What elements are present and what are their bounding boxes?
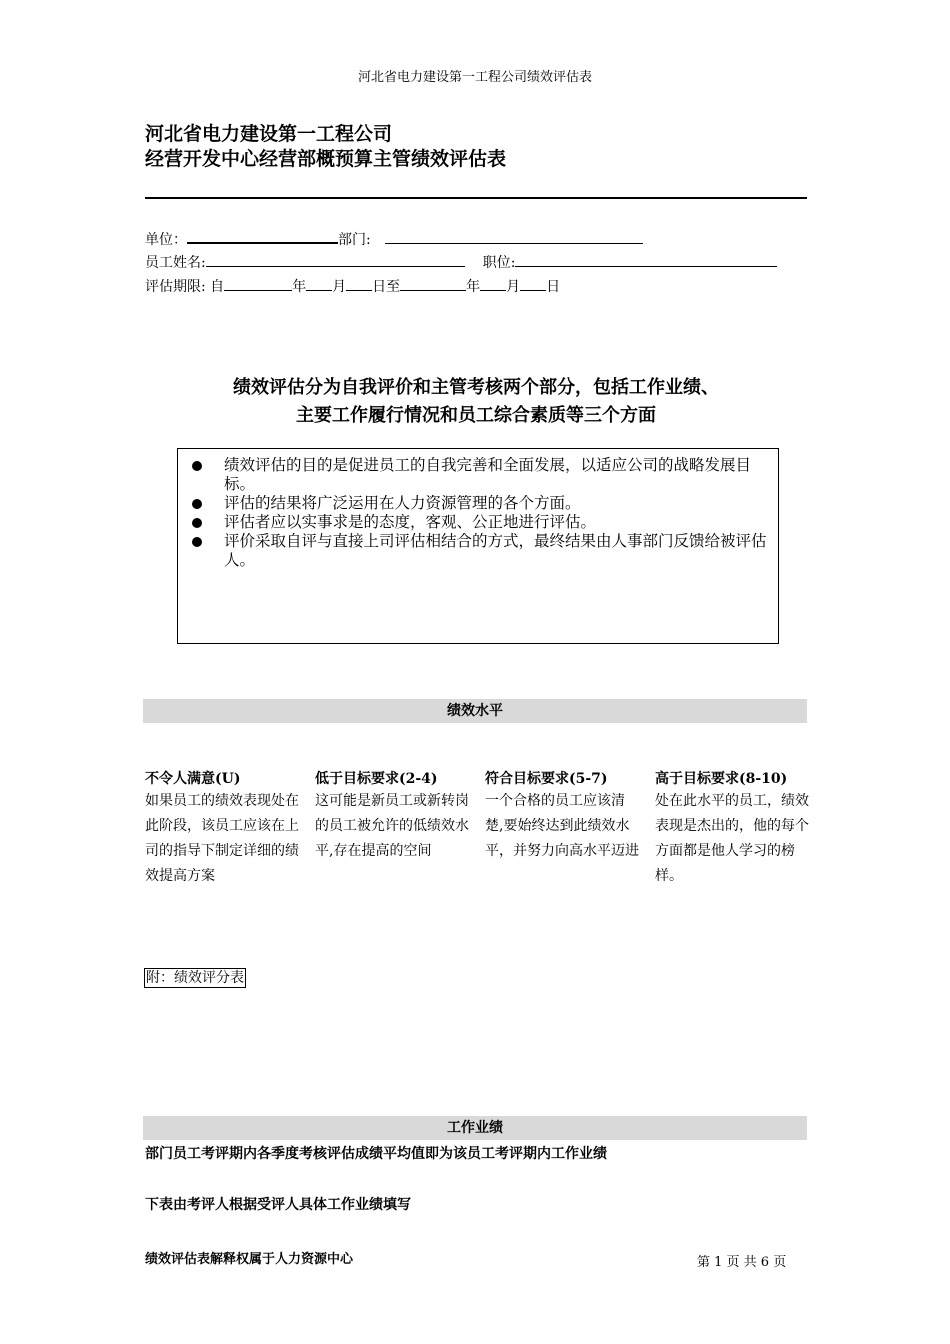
intro-line-1: 绩效评估分为自我评价和主管考核两个部分，包括工作业绩、 [233, 377, 719, 398]
title-form-name: 经营开发中心经营部概预算主管绩效评估表 [145, 148, 507, 170]
end-month-blank[interactable] [480, 275, 506, 291]
level-description: 如果员工的绩效表现处在此阶段，该员工应该在上司的指导下制定详细的绩效提高方案 [145, 793, 299, 884]
start-month-blank[interactable] [306, 275, 332, 291]
field-row-name-position [145, 251, 777, 275]
year-label-2: 年 [466, 279, 481, 295]
period-label: 评估期限: 自 [145, 279, 225, 295]
bullet-icon [192, 518, 202, 528]
start-year-blank[interactable] [224, 275, 292, 291]
name-label: 员工姓名: [145, 255, 206, 271]
work-performance-band: 工作业绩 [143, 1116, 807, 1140]
level-heading: 高于目标要求(8-10) [655, 771, 788, 787]
intro-line-2: 主要工作履行情况和员工综合素质等三个方面 [296, 405, 656, 426]
level-unsatisfactory [145, 769, 303, 889]
guideline-item: 评估者应以实事求是的态度，客观、公正地进行评估。 [192, 513, 768, 532]
guidelines-box [177, 448, 779, 644]
guideline-item: 评估的结果将广泛运用在人力资源管理的各个方面。 [192, 494, 768, 513]
guidelines-list [178, 449, 778, 570]
level-description: 一个合格的员工应该清楚,要始终达到此绩效水平，并努力向高水平迈进 [485, 793, 639, 859]
end-year-blank[interactable] [400, 275, 466, 291]
month-label-1: 月 [332, 279, 347, 295]
bullet-icon [192, 537, 202, 547]
level-description: 这可能是新员工或新转岗的员工被允许的低绩效水平,存在提高的空间 [315, 793, 469, 859]
end-day-blank[interactable] [520, 275, 546, 291]
performance-level-band: 绩效水平 [143, 699, 807, 723]
start-day-blank[interactable] [346, 275, 372, 291]
work-performance-instruction: 下表由考评人根据受评人具体工作业绩填写 [145, 1197, 411, 1213]
page-number: 第 1 页 共 6 页 [697, 1255, 787, 1270]
document-title [145, 122, 506, 172]
level-heading: 不令人满意(U) [145, 771, 241, 787]
level-meets-target [485, 769, 643, 864]
dept-blank[interactable] [385, 228, 643, 244]
level-heading: 低于目标要求(2-4) [315, 771, 438, 787]
year-label-1: 年 [292, 279, 307, 295]
title-divider [145, 197, 807, 199]
work-performance-note: 部门员工考评期内各季度考核评估成绩平均值即为该员工考评期内工作业绩 [145, 1146, 607, 1162]
attachment-link[interactable]: 附：绩效评分表 [146, 970, 244, 986]
guideline-item: 评价采取自评与直接上司评估相结合的方式，最终结果由人事部门反馈给被评估人。 [192, 532, 768, 570]
unit-label: 单位： [145, 232, 187, 248]
field-row-period [145, 275, 560, 299]
running-header: 河北省电力建设第一工程公司绩效评估表 [357, 70, 592, 85]
field-row-unit-dept [145, 227, 643, 252]
title-company: 河北省电力建设第一工程公司 [145, 123, 393, 145]
name-blank[interactable] [206, 251, 465, 267]
bullet-icon [192, 461, 202, 471]
level-below-target [315, 769, 473, 864]
day-to-label: 日至 [372, 279, 401, 295]
unit-blank[interactable] [187, 227, 338, 244]
day-label-2: 日 [546, 279, 561, 295]
footer-note: 绩效评估表解释权属于人力资源中心 [145, 1252, 354, 1267]
position-blank[interactable] [515, 251, 777, 267]
dept-label: 部门: [338, 232, 371, 248]
position-label: 职位: [482, 255, 516, 271]
bullet-icon [192, 499, 202, 509]
month-label-2: 月 [506, 279, 521, 295]
level-heading: 符合目标要求(5-7) [485, 771, 608, 787]
level-above-target [655, 769, 813, 889]
guideline-item: 绩效评估的目的是促进员工的自我完善和全面发展，以适应公司的战略发展目标。 [192, 456, 768, 494]
intro-heading [145, 374, 807, 430]
level-description: 处在此水平的员工，绩效表现是杰出的，他的每个方面都是他人学习的榜样。 [655, 793, 809, 884]
